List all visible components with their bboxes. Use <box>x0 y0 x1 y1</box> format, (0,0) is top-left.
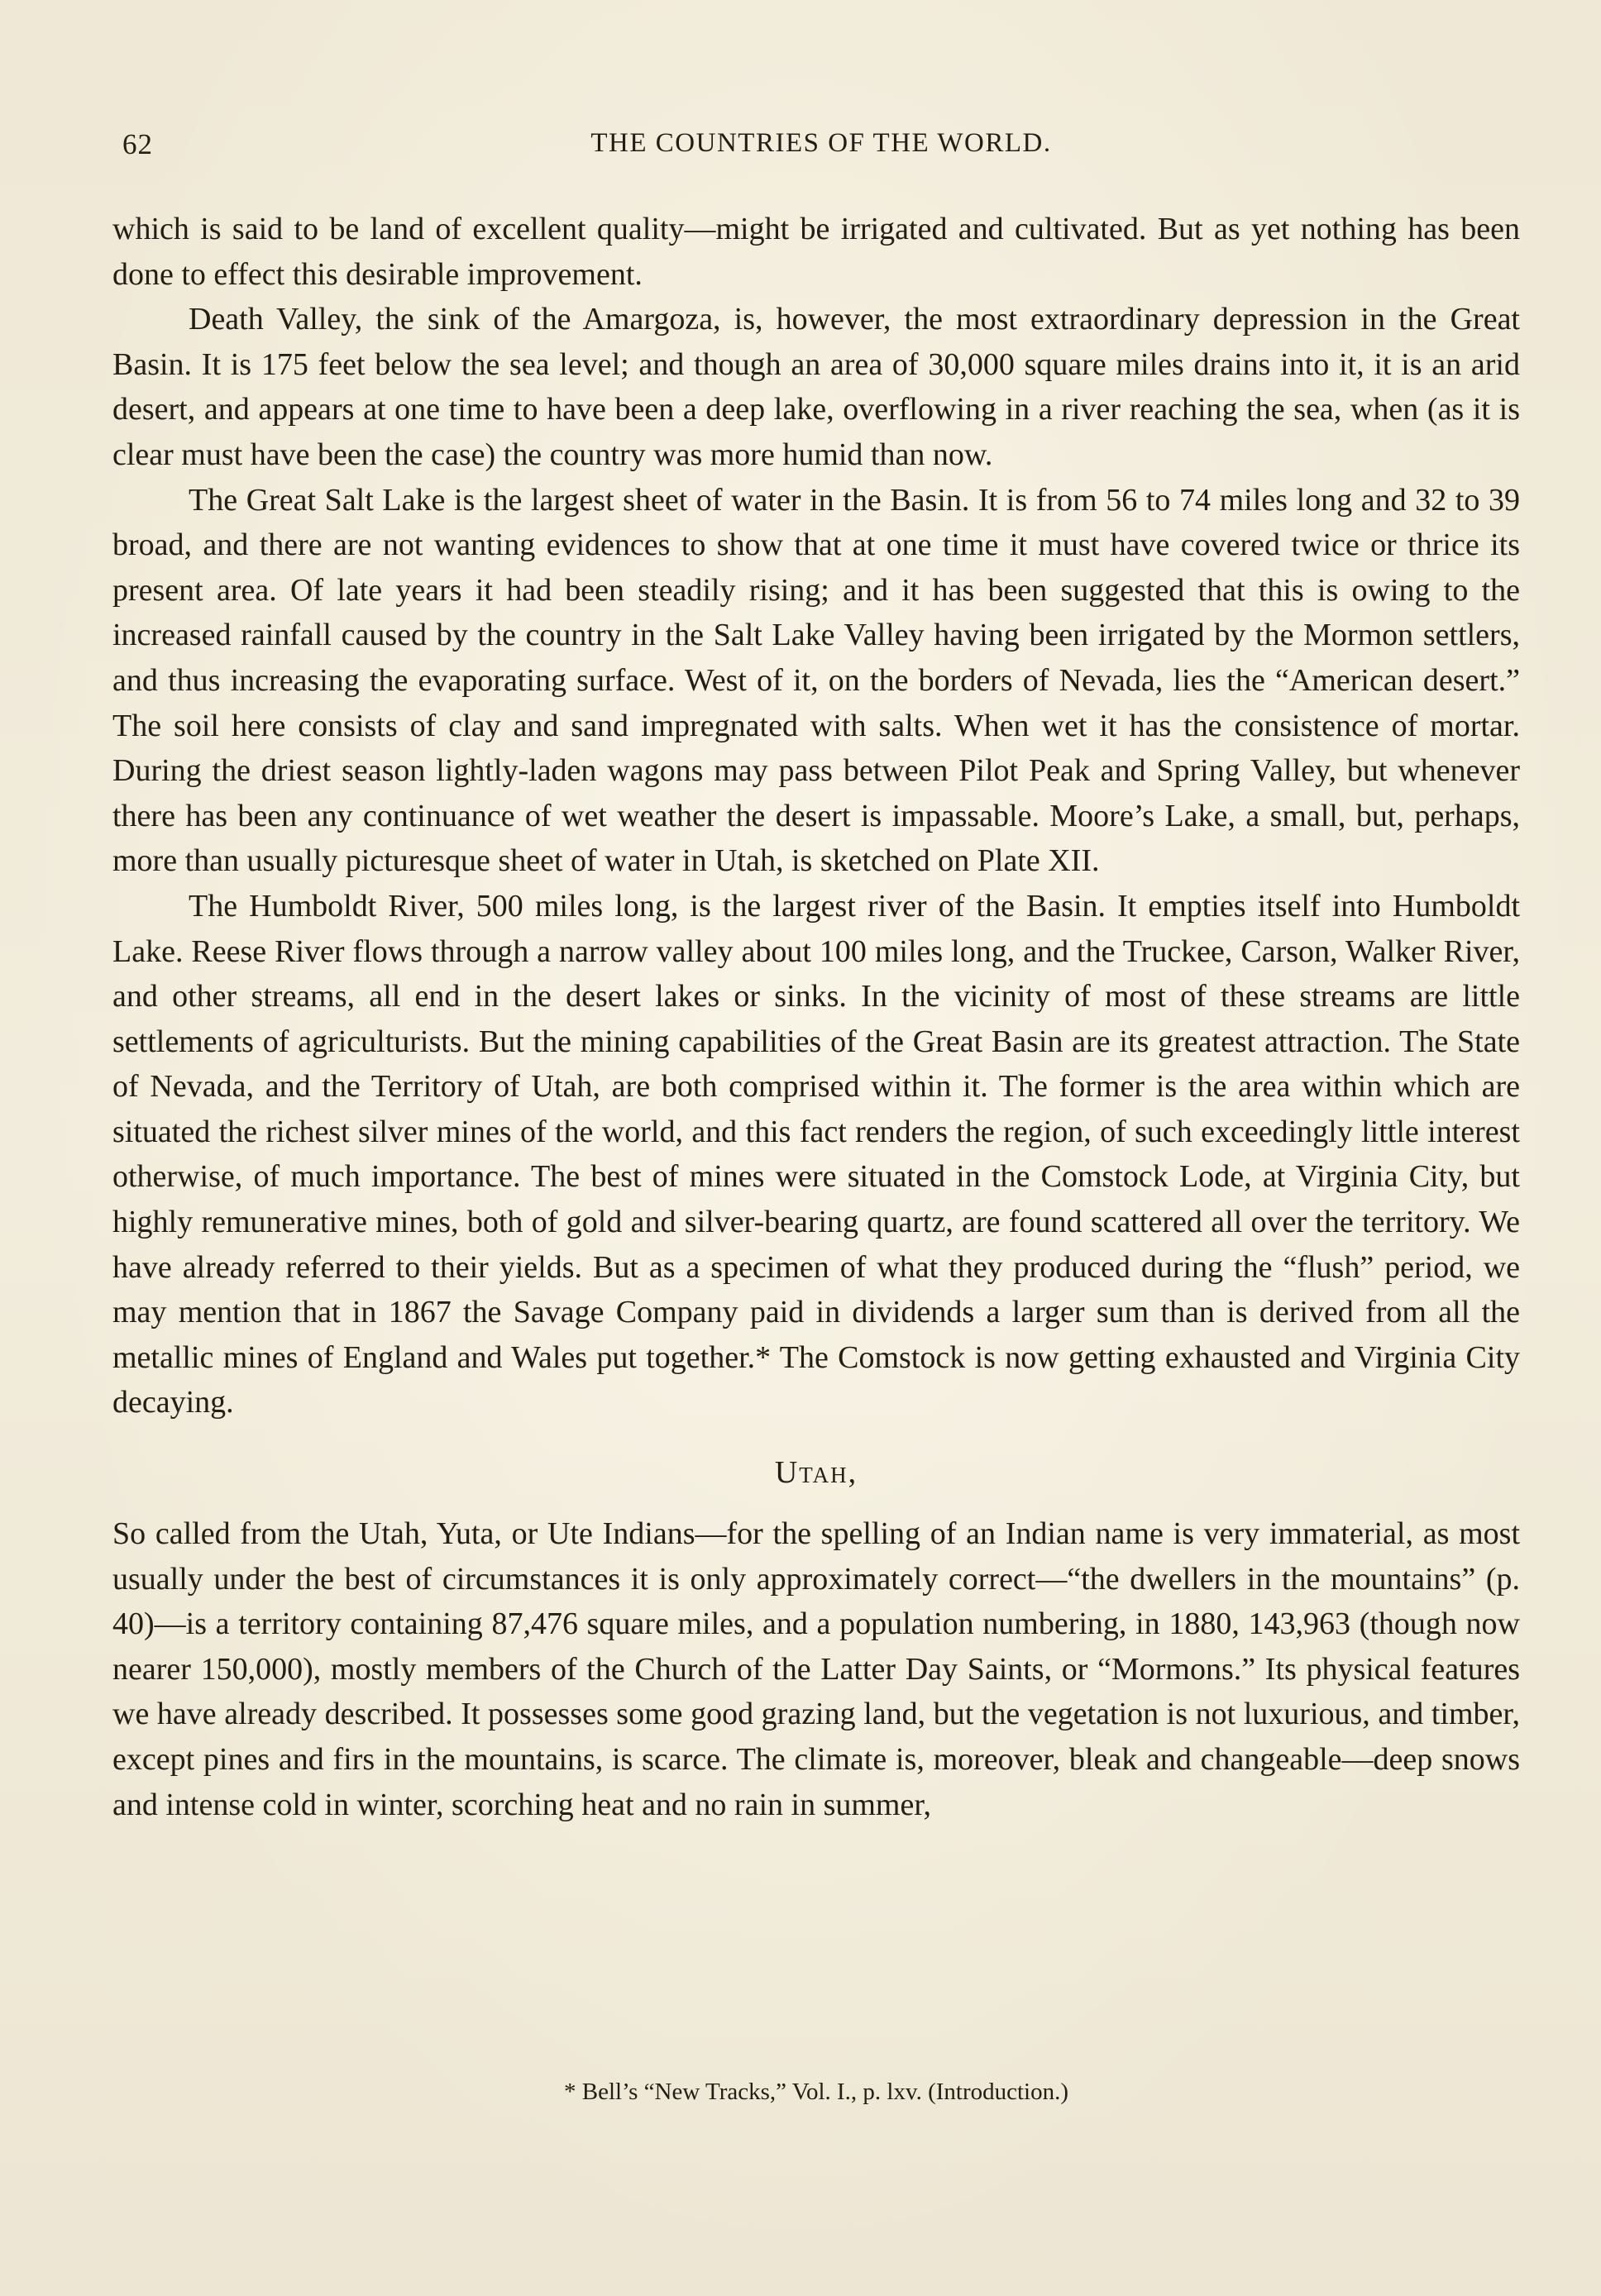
page-number: 62 <box>122 128 153 160</box>
paragraph-great-salt-lake: The Great Salt Lake is the largest sheet of water in the Basin. It is from 56 to 74 miles long and 32 to 39 broad, and there are not wanting evidences to show that at one time it must have covered twice or thrice its present area. Of late years it had been steadily rising; and it has been suggested that this is owing to the increased rainfall caused by the country in the Salt Lake Valley having been irrigated by the Mormon settlers, and thus increasing the evaporating surface. West of it, on the borders of Nevada, lies the “American desert.” The soil here consists of clay and sand impregnated with salts. When wet it has the consistence of mortar. During the driest season lightly-laden wagons may pass between Pilot Peak and Spring Valley, but whenever there has been any continuance of wet weather the desert is impassable. Moore’s Lake, a small, but, perhaps, more than usually picturesque sheet of water in Utah, is sketched on Plate XII. <box>112 482 1520 879</box>
paragraph-humboldt-river: The Humboldt River, 500 miles long, is the largest river of the Basin. It empties itself into Humboldt Lake. Reese River flows through a narrow valley about 100 miles long, and the Truckee, Carson, Walker River, and other streams, all end in the desert lakes or sinks. In the vicinity of most of these streams are little settlements of agriculturists. But the mining capabilities of the Great Basin are its greatest attraction. The State of Nevada, and the Territory of Utah, are both comprised within it. The former is the area within which are situated the richest silver mines of the world, and this fact renders the region, of such exceedingly little interest otherwise, of much importance. The best of mines were situated in the Comstock Lode, at Virginia City, but highly remunerative mines, both of gold and silver-bearing quartz, are found scattered all over the territory. We have already referred to their yields. But as a specimen of what they produced during the “flush” period, we may mention that in 1867 the Savage Company paid in dividends a larger sum than is derived from all the metallic mines of England and Wales put together.* The Comstock is now getting exhausted and Virginia City decaying. <box>112 888 1520 1420</box>
footnote: * Bell’s “New Tracks,” Vol. I., p. lxv. (Introduction.) <box>563 2079 1069 2105</box>
body-text <box>112 207 1520 1827</box>
section-heading-utah: Utah, <box>774 1455 858 1491</box>
paragraph-utah: So called from the Utah, Yuta, or Ute Indians—for the spelling of an Indian name is very immaterial, as most usually under the best of circumstances it is only approximately correct—“the dwellers in the mountains” (p. 40)—is a territory containing 87,476 square miles, and a population numbering, in 1880, 143,963 (though now nearer 150,000), mostly members of the Church of the Latter Day Saints, or “Mormons.” Its physical features we have already described. It possesses some good grazing land, but the vegetation is not luxurious, and timber, except pines and firs in the mountains, is scarce. The climate is, moreover, bleak and changeable—deep snows and intense cold in winter, scorching heat and no rain in summer, <box>112 1516 1520 1822</box>
page-header <box>122 128 1520 169</box>
paragraph-death-valley: Death Valley, the sink of the Amargoza, is, however, the most extraordinary depression in the Great Basin. It is 175 feet below the sea level; and though an area of 30,000 square miles drains into it, it is an arid desert, and appears at one time to have been a deep lake, overflowing in a river reaching the sea, when (as it is clear must have been the case) the country was more humid than now. <box>112 302 1520 472</box>
paragraph-irrigation: which is said to be land of excellent quality—might be irrigated and cultivated. But as yet nothing has been done to effect this desirable improvement. <box>112 212 1520 292</box>
running-title: THE COUNTRIES OF THE WORLD. <box>590 128 1052 158</box>
